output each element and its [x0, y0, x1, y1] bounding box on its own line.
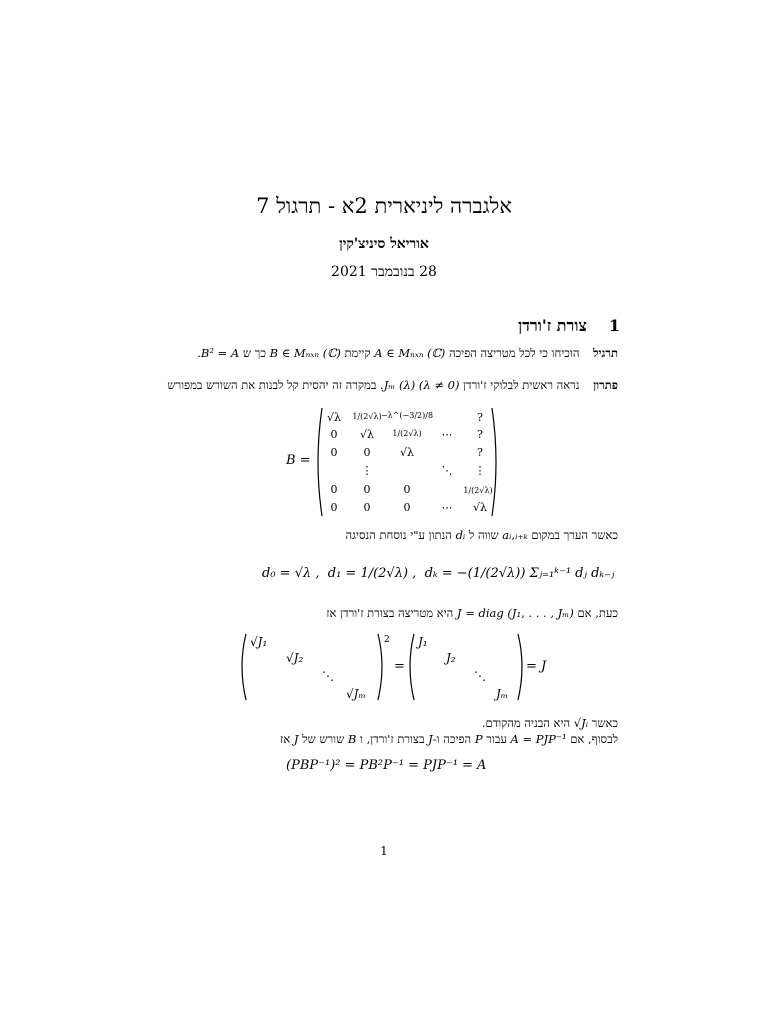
block-sqrt-j2: √J₂ — [286, 651, 304, 665]
exercise-math-a: A ∈ Mₙₓₙ (ℂ) — [374, 346, 446, 360]
where-text-a: כאשר — [591, 716, 618, 730]
matrix-cell: 0 — [330, 501, 338, 514]
matrix-cell: 1/(2√λ) — [352, 412, 382, 421]
matrix-cell: 1/(2√λ) — [463, 486, 493, 495]
solution-text-b: . במקרה זה יהסית קל לבנות את השורש במפורש — [167, 378, 384, 392]
exercise-math-b: B ∈ Mₙₓₙ (ℂ) — [269, 346, 341, 360]
recursion-equation — [262, 566, 614, 581]
final-text-e: שורש של — [302, 732, 345, 746]
recursion-d0: d₀ = √λ , — [262, 566, 320, 581]
exercise-label: תרגיל — [593, 346, 618, 360]
left-paren — [318, 408, 322, 516]
jordan-line — [326, 606, 618, 620]
page-title: אלגברה ליניארית 2א - תרגול 7 — [256, 194, 512, 218]
final-math-a: A = PJP⁻¹ — [510, 732, 567, 746]
block-jm: Jₘ — [496, 687, 509, 701]
left-paren — [242, 634, 246, 700]
where-math-a: √Jᵢ — [573, 716, 589, 730]
solution-math-a: Jₘ (λ) (λ ≠ 0) — [383, 378, 460, 392]
exercise-text-b: קיימת — [344, 346, 371, 360]
exercise-end: . — [197, 346, 201, 360]
block-equation — [236, 628, 566, 708]
definition-text-a: כאשר הערך במקום — [531, 528, 618, 542]
jordan-text-a: כעת, אם — [577, 606, 618, 620]
matrix-cell: ⋱ — [441, 464, 453, 477]
matrix-cell: ? — [477, 428, 483, 441]
matrix-cell: √λ — [360, 428, 374, 441]
final-text-c: הפיכה ו- — [432, 732, 472, 746]
jordan-text-b: היא מטריצה בצורת ז'ורדן אז — [326, 606, 454, 620]
matrix-lhs: B = — [286, 453, 311, 468]
jordan-math-a: J = diag (J₁, . . . , Jₘ) — [456, 606, 574, 620]
block-power: 2 — [384, 635, 390, 645]
block-dots: ⋱ — [474, 669, 486, 683]
block-rhs: = J — [526, 659, 547, 674]
solution-label: פתרון — [593, 378, 618, 392]
matrix-cell: ⋮ — [474, 464, 486, 477]
matrix-cell: ⋮ — [361, 464, 373, 477]
date: 28 בנובמבר 2021 — [331, 264, 437, 280]
matrix-cell: √λ — [327, 411, 341, 424]
recursion-d1: d₁ = 1/(2√λ) , — [327, 566, 417, 581]
recursion-dk: dₖ = −(1/(2√λ)) Σⱼ₌₁ᵏ⁻¹ dⱼ dₖ₋ⱼ — [424, 566, 615, 581]
final-math-e: J — [293, 732, 299, 746]
right-paren — [492, 408, 496, 516]
matrix-cell: 0 — [363, 446, 371, 459]
block-sqrt-jm: √Jₘ — [346, 687, 366, 701]
final-math-c: J — [428, 732, 433, 746]
block-dots: ⋱ — [322, 669, 334, 683]
matrix-cell: −λ^(−3/2)/8 — [380, 411, 434, 420]
matrix-cell: 0 — [363, 483, 371, 496]
matrix-cell: 0 — [330, 446, 338, 459]
final-text-a: לבסוף, אם — [570, 732, 618, 746]
page-number: 1 — [380, 844, 388, 858]
matrix-cell: ? — [477, 446, 483, 459]
definition-text-c: הנתון ע"י נוסחת הנסיגה — [345, 528, 452, 542]
definition-math-a: aᵢ,ᵢ₊ₖ — [502, 528, 528, 542]
section-title: צורת ז'ורדן — [518, 316, 587, 335]
exercise-math-c: B² = A — [200, 346, 240, 360]
matrix-cell: 1/(2√λ) — [392, 429, 422, 438]
section-heading — [518, 316, 620, 336]
exercise-text-c: כך ש — [242, 346, 266, 360]
block-j1: J₁ — [418, 635, 428, 649]
solution-text-a: נראה ראשית לבלוקי ז'ורדן — [463, 378, 580, 392]
final-text-d: בצורת ז'ורדן, ו — [360, 732, 425, 746]
definition-line — [346, 528, 618, 542]
right-paren — [518, 634, 522, 700]
left-paren — [410, 634, 414, 700]
matrix-cell: 0 — [363, 501, 371, 514]
definition-text-b: שווה ל — [468, 528, 499, 542]
matrix-cell: 0 — [403, 483, 411, 496]
matrix-cell: √λ — [473, 501, 487, 514]
final-math-b: P — [474, 732, 483, 746]
where-line — [482, 716, 618, 730]
matrix-cell: ? — [477, 411, 483, 424]
matrix-cell: ⋯ — [441, 428, 453, 441]
matrix-cell: 0 — [403, 501, 411, 514]
block-j2: J₂ — [446, 651, 456, 665]
block-equals: = — [394, 659, 405, 674]
matrix-cell: ⋯ — [441, 501, 453, 514]
exercise-paragraph — [197, 346, 618, 360]
matrix-cell: √λ — [400, 446, 414, 459]
where-text-b: היא הבניה מהקודם. — [481, 716, 571, 730]
final-line — [280, 732, 618, 746]
author: אוריאל סיניצ'קין — [339, 236, 429, 252]
final-text-b: עבור — [486, 732, 507, 746]
exercise-text-a: הוכיחו כי לכל מטריצה הפיכה — [448, 346, 580, 360]
block-sqrt-j1: √J₁ — [250, 635, 268, 649]
final-text-f: אז — [280, 732, 291, 746]
definition-math-b: dᵢ — [455, 528, 466, 542]
matrix-cell: 0 — [330, 428, 338, 441]
final-math-d: B — [347, 732, 357, 746]
right-paren — [378, 634, 382, 700]
solution-paragraph — [167, 378, 618, 392]
matrix-b — [312, 404, 502, 520]
matrix-cell: 0 — [330, 483, 338, 496]
section-number: 1 — [608, 316, 620, 335]
final-equation: (PBP⁻¹)² = PB²P⁻¹ = PJP⁻¹ = A — [286, 758, 487, 773]
